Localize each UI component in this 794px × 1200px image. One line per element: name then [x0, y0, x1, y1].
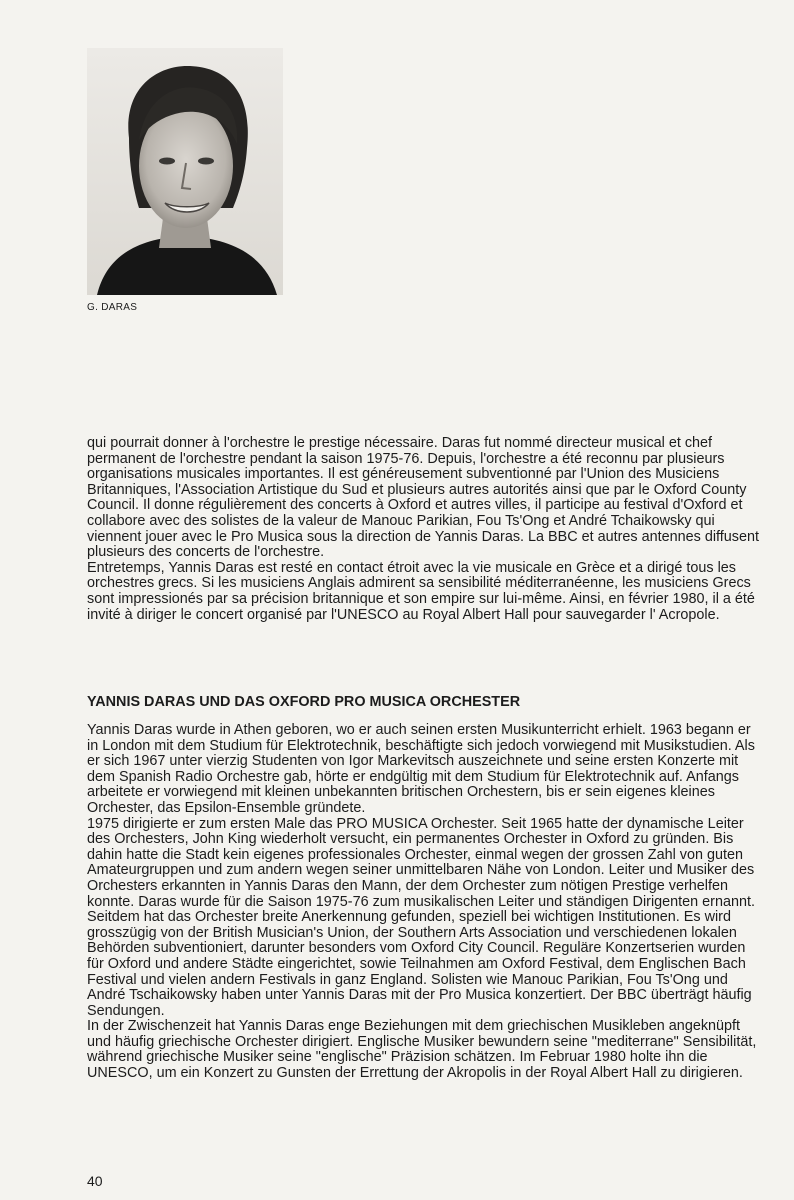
- portrait-photo: [87, 48, 283, 295]
- portrait-icon: [87, 48, 283, 295]
- french-text-section: [87, 436, 762, 623]
- french-paragraph-1: qui pourrait donner à l'orchestre le prestige nécessaire. Daras fut nommé directeur musical et chef permanent de l'orchestre pendant la saison 1975-76. Depuis, l'orchestre a été reconnu par plusieurs organisations musicales importantes. Il est généreusement subventionné par l'Union des Musiciens Britanniques, l'Association Artistique du Sud et plusieurs autres autorités ainsi que par le Oxford County Council. Il donne régulièrement des concerts à Oxford et autres villes, il participe au festival d'Oxford et collabore avec des solistes de la valeur de Manouc Parikian, Fou Ts'Ong et André Tchaikowsky qui viennent jouer avec le Pro Musica sous la direction de Yannis Daras. La BBC et autres antennes diffusent plusieurs des concerts de l'orchestre.: [87, 435, 759, 561]
- german-paragraph-2: 1975 dirigierte er zum ersten Male das PRO MUSICA Orchester. Seit 1965 hatte der dynamische Leiter des Orchesters, John King wiederholt versucht, ein permanentes Orchester in Oxford zu gründen. Bis dahin hatte die Stadt kein eigenes professionales Orchester, einmal wegen der grossen Zahl von guten Amateurgruppen und zum andern wegen seiner unmittelbaren Nähe von London. Leiter und Musiker des Orchesters erkannten in Yannis Daras den Mann, der dem Orchester zum nötigen Prestige verhelfen konnte. Daras wurde für die Saison 1975-76 zum musikalischen Leiter und ständigen Dirigenten ernannt. Seitdem hat das Orchester breite Anerkennung gefunden, speziell bei wichtigen Institutionen. Es wird grosszügig von der British Musician's Union, der Southern Arts Association und verschiedenen lokalen Behörden subventioniert, darunter besonders vom Oxford City Council. Reguläre Konzertserien wurden für Oxford und andere Städte eingerichtet, sowie Teilnahmen am Oxford Festival, dem Englischen Bach Festival und vielen andern Festivals in ganz England. Solisten wie Manouc Parikian, Fou Ts'Ong und André Tschaikowsky haben unter Yannis Daras mit der Pro Musica konzertiert. Der BBC überträgt häufig Sendungen.: [87, 815, 755, 1019]
- german-section-heading: YANNIS DARAS UND DAS OXFORD PRO MUSICA ORCHESTER: [87, 694, 521, 710]
- photo-caption: G. DARAS: [87, 302, 138, 313]
- french-paragraph-2: Entretemps, Yannis Daras est resté en contact étroit avec la vie musicale en Grèce et a dirigé tous les orchestres grecs. Si les musiciens Anglais admirent sa sensibilité méditerranéenne, les musiciens Grecs sont impressionés par sa précision britannique et son empire sur lui-même. Ainsi, en février 1980, il a été invité à diriger le concert organisé par l'UNESCO au Royal Albert Hall pour sauvegarder l' Acropole.: [87, 559, 755, 623]
- page-number: 40: [87, 1173, 103, 1189]
- german-paragraph-1: Yannis Daras wurde in Athen geboren, wo er auch seinen ersten Musikunterricht erhielt. 1963 begann er in London mit dem Studium für Elektrotechnik, beschäftigte sich jedoch vorwiegend mit Musikstudien. Als er sich 1967 unter vierzig Studenten von Igor Markevitsch auszeichnete und seine ersten Konzerte mit dem Spanish Radio Orchestre gab, hörte er endgültig mit dem Studium für Elektrotechnik auf. Anfangs arbeitete er vorwiegend mit kleinen unbekannten britischen Orchestern, bis er sein eigenes kleines Orchester, das Epsilon-Ensemble gründete.: [87, 722, 755, 816]
- german-paragraph-3: In der Zwischenzeit hat Yannis Daras enge Beziehungen mit dem griechischen Musikleben angeknüpft und häufig griechische Orchester dirigiert. Englische Musiker bewundern seine "mediterrane" Sensibilität, während griechische Musiker seine "englische" Präzision schätzen. Im Februar 1980 holte ihn die UNESCO, um ein Konzert zu Gunsten der Errettung der Akropolis in der Royal Albert Hall zu dirigieren.: [87, 1018, 757, 1082]
- german-text-section: [87, 723, 762, 1082]
